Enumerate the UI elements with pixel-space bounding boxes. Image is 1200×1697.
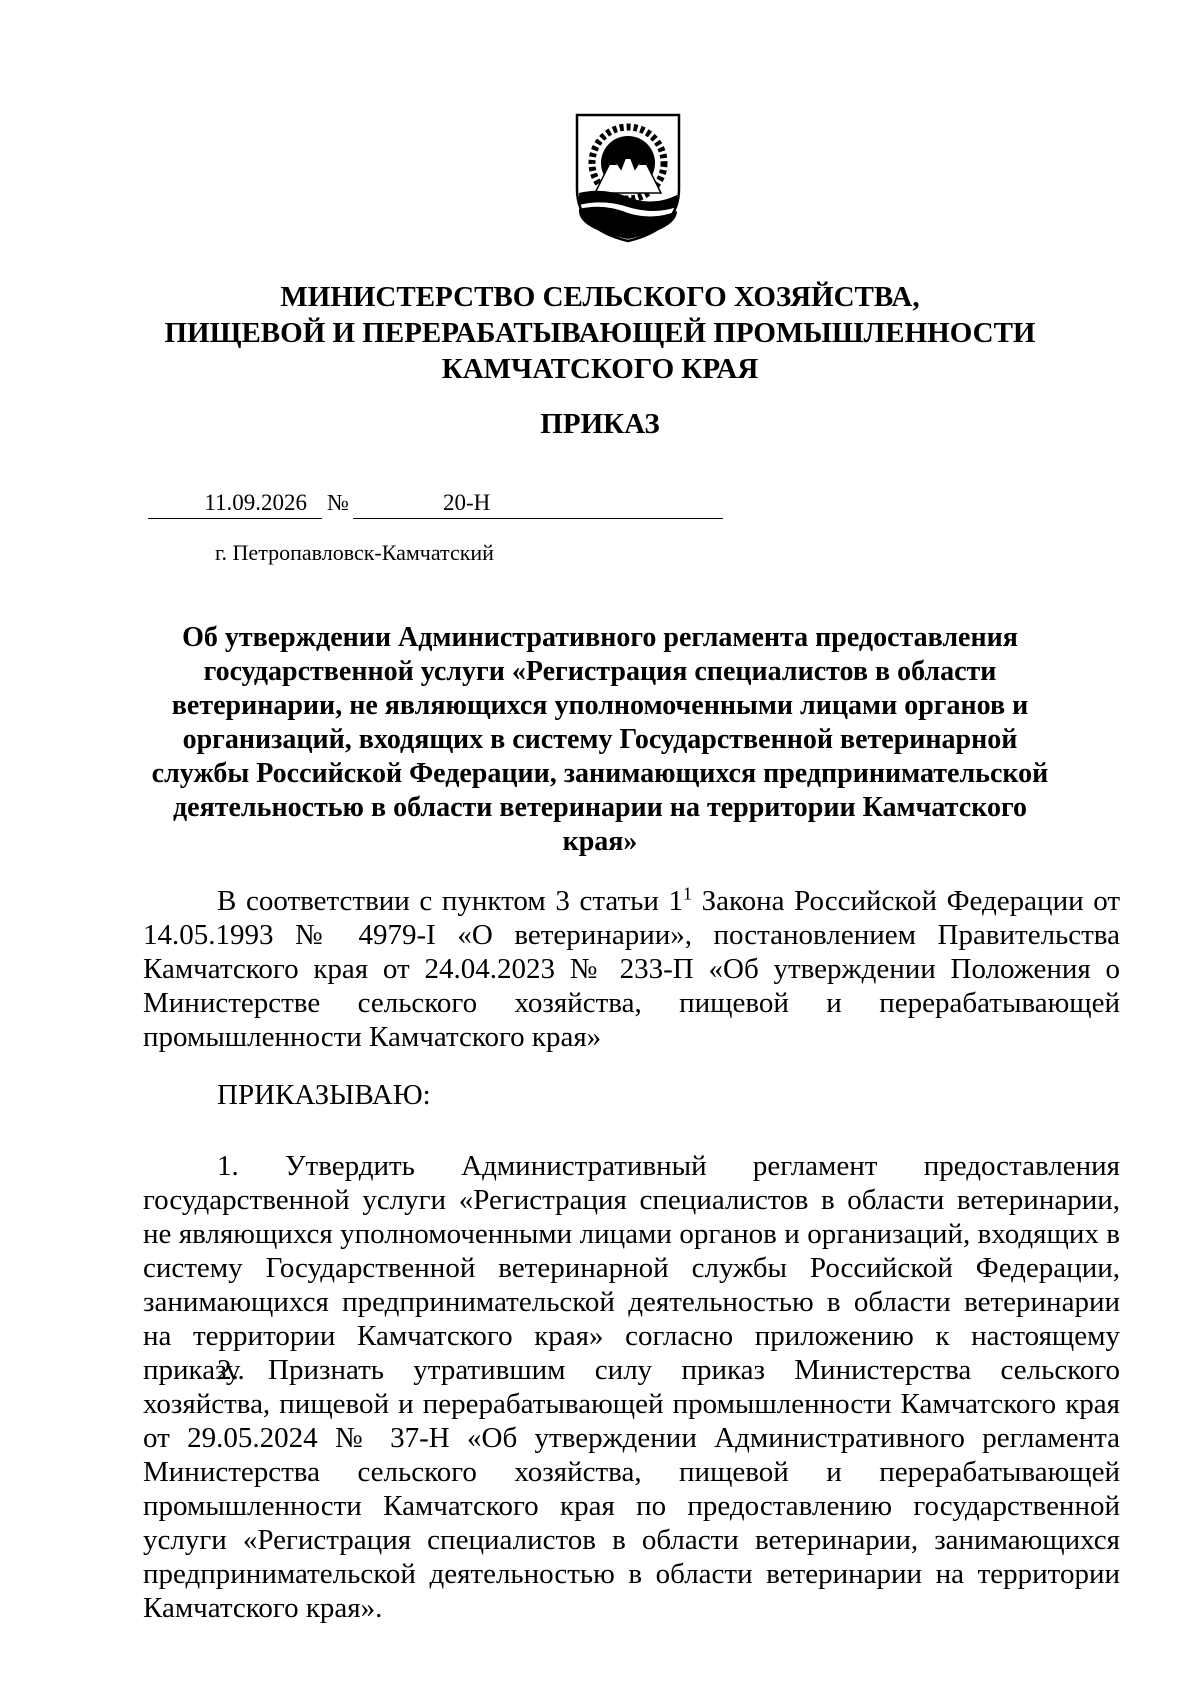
order-word: ПРИКАЗЫВАЮ: (217, 1079, 431, 1111)
article-superscript: 1 (683, 883, 692, 904)
ministry-name (0, 279, 1200, 387)
kamchatka-coat-of-arms-emblem (573, 111, 683, 243)
preamble-text-end: Закона Российской Федерации от 14.05.1993 № 4979-I «О ветеринарии», постановлением Правительства Камчатского края от 24.04.2023 № 233-П «Об утверждении Положения о Министерстве сельского хозяйства, пищевой и перерабатывающей промышленности Камчатского края» (143, 885, 1120, 1053)
preamble-paragraph (143, 884, 1120, 1054)
document-type-title: ПРИКАЗ (540, 408, 660, 440)
order-subject-heading: Об утверждении Административного регламента предоставления государственной услуги «Регистрация специалистов в области ветеринарии, не являющихся уполномоченными лицами органов и организаций, входящих в систему Государственной ветеринарной службы Российской Федерации, занимающихся предпринимательской деятельностью в области ветеринарии на территории Камчатского края» (151, 622, 1049, 857)
city-of-issue: г. Петропавловск-Камчатский (215, 540, 494, 565)
order-date: 11.09.2026 (204, 490, 307, 515)
ministry-name-line-1: МИНИСТЕРСТВО СЕЛЬСКОГО ХОЗЯЙСТВА, (280, 281, 920, 313)
order-number: 20-Н (443, 490, 491, 515)
order-item-1: 1. Утвердить Административный регламент предоставления государственной услуги «Регистрация специалистов в области ветеринарии, не являющихся уполномоченными лицами органов и организаций, входящих в систему Государственной ветеринарной службы Российской Федерации, занимающихся предпринимательской деятельностью в области ветеринарии на территории Камчатского края» согласно приложению к настоящему приказу. (143, 1150, 1120, 1386)
preamble-text-start: В соответствии с пунктом 3 статьи 1 (217, 885, 683, 917)
order-number-field (353, 488, 723, 519)
ministry-name-line-3: КАМЧАТСКОГО КРАЯ (441, 353, 759, 385)
number-sign: № (327, 490, 349, 515)
order-date-field (148, 488, 322, 519)
order-item-2: 2. Признать утратившим силу приказ Министерства сельского хозяйства, пищевой и перерабатывающей промышленности Камчатского края от 29.05.2024 № 37-Н «Об утверждении Административного регламента Министерства сельского хозяйства, пищевой и перерабатывающей промышленности Камчатского края по предоставлению государственной услуги «Регистрация специалистов в области ветеринарии, занимающихся предпринимательской деятельностью в области ветеринарии на территории Камчатского края». (143, 1354, 1120, 1624)
ministry-name-line-2: ПИЩЕВОЙ И ПЕРЕРАБАТЫВАЮЩЕЙ ПРОМЫШЛЕННОСТИ (164, 317, 1036, 349)
